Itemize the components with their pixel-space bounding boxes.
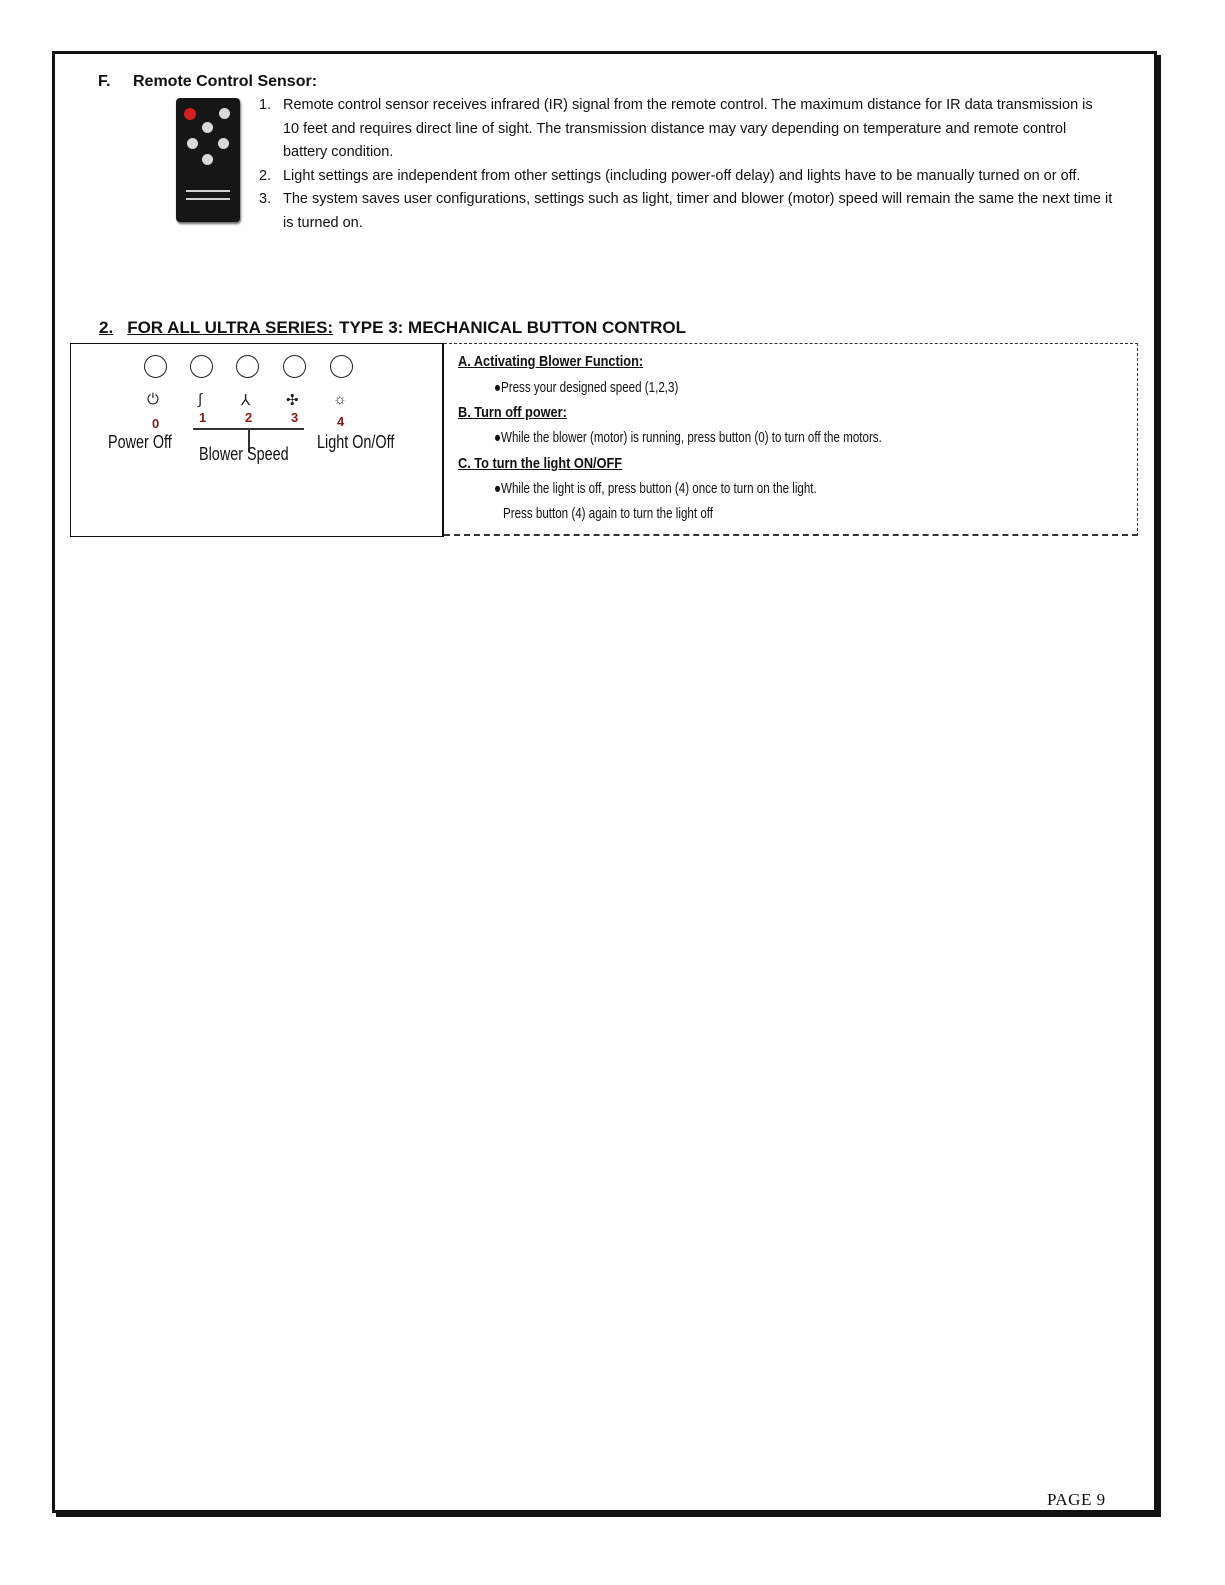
remote-button-graphic — [202, 154, 213, 165]
panel-button-3 — [283, 355, 306, 378]
light-icon: ☼ — [333, 391, 347, 408]
instruction-a-text: ●Press your designed speed (1,2,3) — [494, 380, 679, 396]
button-number-3: 3 — [291, 410, 299, 425]
instruction-c-text-1: ●While the light is off, press button (4) once to turn on the light. — [494, 481, 817, 497]
panel-button-1 — [190, 355, 213, 378]
list-item: 2. Light settings are independent from other settings (including power-off delay) and lights have to be manually turned on or off. — [259, 167, 1081, 184]
button-number-4: 4 — [337, 414, 345, 429]
fan-speed-2-icon: ⅄ — [241, 392, 251, 409]
remote-power-button-graphic — [184, 108, 196, 120]
page-number: PAGE 9 — [1047, 1490, 1106, 1509]
power-off-label: Power Off — [108, 432, 172, 452]
fan-speed-1-icon: ∫ — [198, 391, 203, 408]
instruction-b-title: B. Turn off power: — [458, 404, 567, 421]
panel-button-0 — [144, 355, 167, 378]
instruction-c-title: C. To turn the light ON/OFF — [458, 455, 623, 472]
remote-button-graphic — [219, 108, 230, 119]
page-frame — [52, 51, 1157, 1513]
section-f-list — [259, 94, 1134, 235]
panel-button-2 — [236, 355, 259, 378]
remote-button-graphic — [218, 138, 229, 149]
section-f-heading — [98, 73, 317, 91]
remote-button-graphic — [202, 122, 213, 133]
button-number-2: 2 — [245, 410, 253, 425]
instruction-c-text-2: Press button (4) again to turn the light off — [503, 506, 714, 522]
fan-speed-3-icon: ✣ — [286, 392, 299, 409]
power-icon: ⏻ — [147, 391, 159, 408]
panel-button-4 — [330, 355, 353, 378]
section-f-letter: F. — [98, 73, 111, 90]
instruction-b-text: ●While the blower (motor) is running, press button (0) to turn off the motors. — [494, 430, 882, 446]
section-2-heading: 2. FOR ALL ULTRA SERIES: TYPE 3: MECHANICAL BUTTON CONTROL — [99, 318, 687, 337]
remote-grille-line — [186, 190, 230, 192]
blower-speed-label: Blower Speed — [199, 444, 289, 464]
remote-button-graphic — [187, 138, 198, 149]
remote-grille-line — [186, 198, 230, 200]
button-number-0: 0 — [152, 416, 160, 431]
remote-control-image — [176, 98, 240, 222]
button-number-1: 1 — [199, 410, 207, 425]
section-f-title: Remote Control Sensor: — [133, 73, 318, 90]
list-item: 3. The system saves user configurations, settings such as light, timer and blower (motor) speed will remain the same the next time it is turned on. — [259, 191, 1113, 231]
list-item: 1. Remote control sensor receives infrared (IR) signal from the remote control. The maximum distance for IR data transmission is 10 feet and requires direct line of sight. The transmission distance may vary depending on temperature and remote control battery condition. — [259, 97, 1093, 160]
instruction-a-title: A. Activating Blower Function: — [458, 353, 644, 370]
light-on-off-label: Light On/Off — [317, 432, 395, 452]
